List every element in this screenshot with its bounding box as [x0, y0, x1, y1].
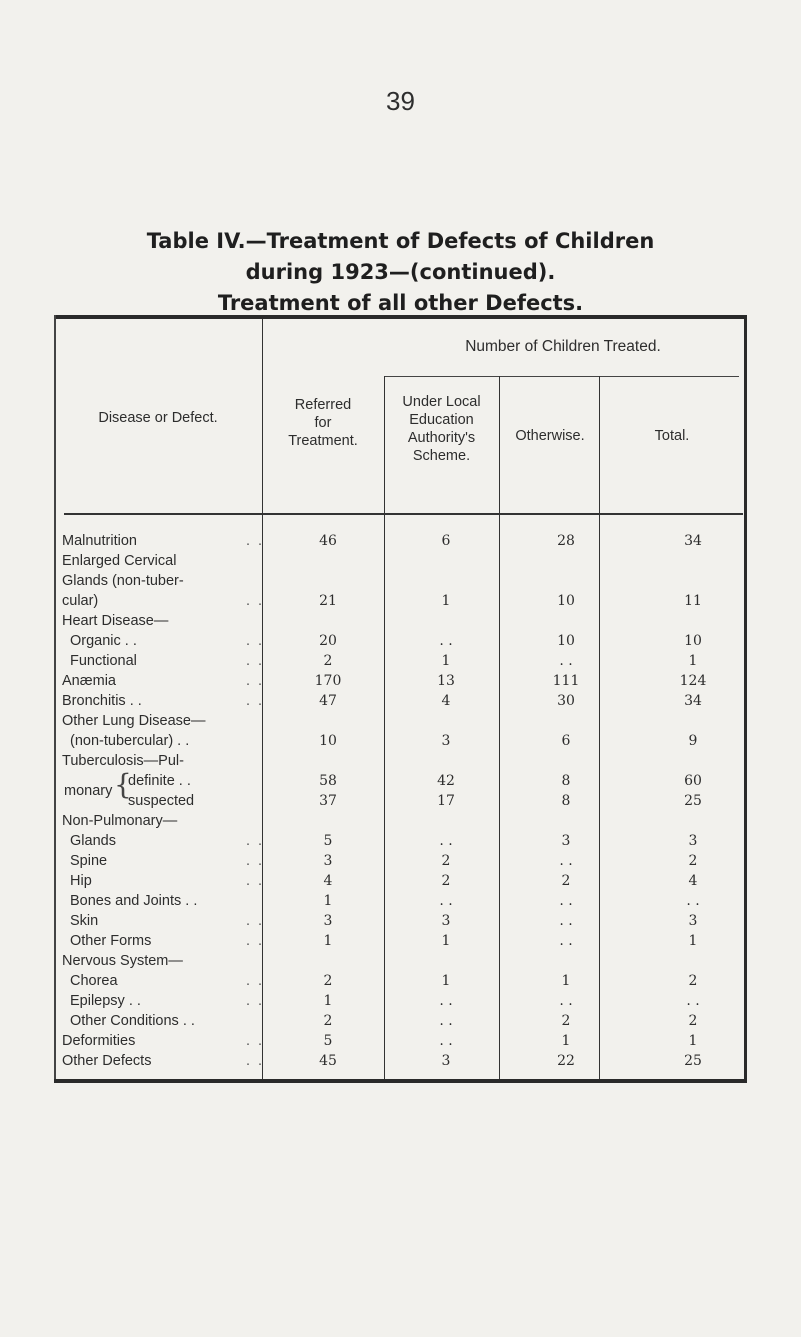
row-label: Other Defects [62, 1053, 152, 1069]
cell-referred: 2 [323, 973, 333, 989]
cell-otherwise: 3 [561, 833, 571, 849]
row-label: Chorea [70, 973, 118, 989]
row-label: Deformities [62, 1033, 136, 1049]
cell-referred: 21 [319, 593, 337, 609]
leader-dots: . . [246, 873, 265, 889]
cell-lea: 3 [441, 913, 451, 929]
cell-total: 11 [684, 593, 702, 609]
table-row [62, 673, 747, 693]
leader-dots: . . [246, 653, 265, 669]
row-label: Glands (non-tuber- [62, 573, 184, 589]
leader-dots: . . [246, 633, 265, 649]
table-subtitle: Treatment of all other Defects. [217, 291, 584, 315]
header-otherwise: Otherwise. [515, 428, 585, 444]
table-row [62, 573, 747, 593]
cell-total: 2 [688, 973, 698, 989]
cell-referred: 10 [319, 733, 337, 749]
cell-otherwise: 2 [561, 1013, 571, 1029]
cell-otherwise: 1 [561, 1033, 571, 1049]
row-label: (non-tubercular) . . [70, 733, 190, 749]
row-label: Malnutrition [62, 533, 137, 549]
table-row [62, 993, 747, 1013]
cell-lea: 13 [437, 673, 455, 689]
cell-lea: 3 [441, 1053, 451, 1069]
cell-total: 1 [688, 933, 698, 949]
leader-dots: . . [246, 593, 265, 609]
cell-total: 1 [688, 1033, 698, 1049]
cell-total: 25 [684, 1053, 702, 1069]
cell-referred: 46 [319, 533, 337, 549]
row-label: Hip [70, 873, 92, 889]
cell-referred: 37 [319, 793, 337, 809]
leader-dots: . . [246, 693, 265, 709]
leader-dots: . . [246, 933, 265, 949]
cell-total: 3 [688, 833, 698, 849]
table-row [62, 633, 747, 653]
row-label: Skin [70, 913, 99, 929]
cell-referred: 5 [323, 833, 333, 849]
cell-otherwise: 28 [557, 533, 575, 549]
cell-referred: 4 [323, 873, 333, 889]
table-row [62, 613, 747, 633]
brace-icon: { [114, 768, 132, 801]
cell-referred: 1 [323, 993, 333, 1009]
cell-otherwise: 30 [557, 693, 575, 709]
table-row [62, 853, 747, 873]
cell-otherwise: 22 [557, 1053, 575, 1069]
title-line-1: Table IV.—Treatment of Defects of Children [146, 229, 655, 253]
tuberculosis-prefix: monary [64, 783, 113, 799]
cell-lea: 1 [441, 593, 451, 609]
row-label: Enlarged Cervical [62, 553, 177, 569]
row-label: Spine [70, 853, 108, 869]
cell-otherwise: 111 [552, 673, 580, 689]
cell-lea: . . [439, 893, 453, 909]
cell-referred: 45 [319, 1053, 337, 1069]
cell-lea: 1 [441, 973, 451, 989]
row-label: Functional [70, 653, 137, 669]
cell-total: 25 [684, 793, 702, 809]
cell-referred: 1 [323, 933, 333, 949]
header-lea-line: Under Local [402, 394, 481, 410]
header-total: Total. [654, 428, 690, 444]
table-row [62, 753, 747, 773]
cell-lea: 3 [441, 733, 451, 749]
table-row [62, 1033, 747, 1053]
row-label: Glands [70, 833, 116, 849]
row-label: Other Forms [70, 933, 152, 949]
table-row [62, 733, 747, 753]
cell-lea: . . [439, 1013, 453, 1029]
cell-total: 2 [688, 853, 698, 869]
row-label: Epilepsy . . [70, 993, 141, 1009]
leader-dots: . . [246, 533, 265, 549]
table-row [62, 953, 747, 973]
cell-total: . . [686, 993, 700, 1009]
title-line-2: during 1923—(continued). [245, 260, 556, 284]
leader-dots: . . [246, 993, 265, 1009]
cell-lea: 2 [441, 873, 451, 889]
table-title [0, 226, 801, 319]
cell-total: . . [686, 893, 700, 909]
cell-total: 3 [688, 913, 698, 929]
cell-lea: 1 [441, 933, 451, 949]
cell-lea: . . [439, 993, 453, 1009]
cell-referred: 170 [314, 673, 342, 689]
leader-dots: . . [246, 1053, 265, 1069]
leader-dots: . . [246, 1033, 265, 1049]
cell-lea: . . [439, 1033, 453, 1049]
table-row [62, 973, 747, 993]
cell-lea: 42 [437, 773, 455, 789]
cell-lea: 6 [441, 533, 451, 549]
leader-dots: . . [246, 973, 265, 989]
table-bottom-rule [54, 1079, 747, 1083]
cell-lea: . . [439, 633, 453, 649]
header-lea-line: Scheme. [412, 448, 471, 464]
defects-table [54, 315, 747, 1083]
cell-lea: . . [439, 833, 453, 849]
cell-referred: 2 [323, 653, 333, 669]
cell-total: 34 [684, 693, 702, 709]
leader-dots: . . [246, 833, 265, 849]
table-row [62, 593, 747, 613]
cell-otherwise: 10 [557, 593, 575, 609]
cell-total: 4 [688, 873, 698, 889]
cell-total: 10 [684, 633, 702, 649]
leader-dots: . . [246, 913, 265, 929]
table-row [62, 533, 747, 553]
row-label: Bones and Joints . . [70, 893, 198, 909]
leader-dots: . . [246, 673, 265, 689]
cell-referred: 47 [319, 693, 337, 709]
cell-otherwise: 6 [561, 733, 571, 749]
row-label: Nervous System— [62, 953, 183, 969]
cell-referred: 2 [323, 1013, 333, 1029]
row-label-suspected: suspected [128, 793, 195, 809]
table-row [62, 893, 747, 913]
cell-lea: 1 [441, 653, 451, 669]
table-row [62, 813, 747, 833]
leader-dots: . . [246, 853, 265, 869]
table-row [62, 553, 747, 573]
row-label: Other Conditions . . [70, 1013, 195, 1029]
cell-referred: 3 [323, 853, 333, 869]
cell-otherwise: . . [559, 913, 573, 929]
cell-total: 2 [688, 1013, 698, 1029]
table-row [62, 713, 747, 733]
cell-lea: 17 [437, 793, 455, 809]
cell-otherwise: 8 [561, 793, 571, 809]
cell-otherwise: 1 [561, 973, 571, 989]
header-lea-line: Education [409, 412, 474, 428]
page-number: 39 [386, 86, 415, 116]
cell-total: 34 [684, 533, 702, 549]
row-label: Heart Disease— [62, 613, 169, 629]
header-referred-line: for [314, 415, 332, 431]
cell-otherwise: . . [559, 653, 573, 669]
cell-referred: 20 [319, 633, 337, 649]
table-top-rule [54, 315, 747, 319]
row-label: Tuberculosis—Pul- [62, 753, 184, 769]
row-label: cular) [62, 593, 99, 609]
table-row [62, 833, 747, 853]
header-referred-line: Referred [294, 397, 352, 413]
header-disease: Disease or Defect. [98, 410, 218, 426]
row-label: Organic . . [70, 633, 137, 649]
table-row [62, 693, 747, 713]
header-rule [64, 513, 743, 515]
cell-otherwise: . . [559, 993, 573, 1009]
header-referred [264, 396, 382, 450]
cell-referred: 3 [323, 913, 333, 929]
header-number-treated: Number of Children Treated. [465, 338, 661, 355]
cell-otherwise: . . [559, 853, 573, 869]
row-label: Anæmia [62, 673, 116, 689]
header-referred-line: Treatment. [288, 433, 358, 449]
cell-total: 124 [679, 673, 707, 689]
table-row [62, 653, 747, 673]
row-label: Non-Pulmonary— [62, 813, 178, 829]
table-row [62, 1013, 747, 1033]
table-row [62, 1053, 747, 1073]
table-row [62, 913, 747, 933]
cell-otherwise: 8 [561, 773, 571, 789]
row-label: Bronchitis . . [62, 693, 142, 709]
cell-referred: 1 [323, 893, 333, 909]
header-lea-line: Authority's [407, 430, 476, 446]
cell-total: 9 [688, 733, 698, 749]
table-row [62, 933, 747, 953]
subheader-rule [384, 376, 739, 377]
row-label-definite: definite . . [128, 773, 191, 789]
cell-otherwise: 10 [557, 633, 575, 649]
cell-total: 60 [684, 773, 702, 789]
cell-total: 1 [688, 653, 698, 669]
cell-otherwise: . . [559, 933, 573, 949]
row-label: Other Lung Disease— [62, 713, 206, 729]
cell-referred: 58 [319, 773, 337, 789]
table-left-rule [54, 315, 56, 1083]
table-row [62, 793, 747, 813]
table-row [62, 873, 747, 893]
cell-lea: 4 [441, 693, 451, 709]
cell-lea: 2 [441, 853, 451, 869]
cell-otherwise: 2 [561, 873, 571, 889]
header-lea [384, 393, 499, 465]
cell-referred: 5 [323, 1033, 333, 1049]
cell-otherwise: . . [559, 893, 573, 909]
